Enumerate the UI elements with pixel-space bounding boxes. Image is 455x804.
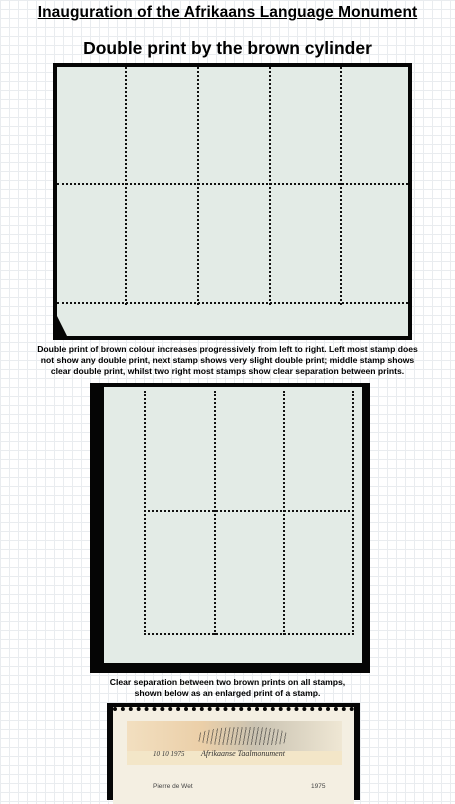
perforation-line bbox=[269, 67, 271, 305]
caption-line: shown below as an enlarged print of a stamp. bbox=[134, 688, 321, 698]
page-title: Inauguration of the Afrikaans Language Monument bbox=[37, 4, 418, 21]
perforation-line bbox=[214, 391, 216, 635]
stamp-sheet-1 bbox=[57, 67, 408, 336]
perforation-line bbox=[57, 183, 408, 185]
perforation-line bbox=[144, 391, 146, 635]
caption-line: Double print of brown colour increases progressively from left to right. Left most stamp does bbox=[37, 344, 418, 354]
stamp-image bbox=[127, 721, 342, 765]
caption-line: clear double print, whilst two right most stamps show clear separation between prints. bbox=[50, 366, 405, 376]
caption-block-1 bbox=[0, 344, 455, 377]
perforation-line bbox=[57, 302, 408, 304]
caption-line: not show any double print, next stamp shows very slight double print; middle stamp shows bbox=[40, 355, 415, 365]
perforation-line bbox=[144, 633, 354, 635]
perforation-line bbox=[144, 510, 354, 512]
caption-line: Clear separation between two brown prints on all stamps, bbox=[109, 677, 346, 687]
stamp-block-1 bbox=[53, 63, 412, 340]
selvedge-corner bbox=[53, 308, 67, 336]
stamp-paper bbox=[113, 707, 354, 804]
monument-engraving bbox=[197, 727, 287, 745]
perforation-line bbox=[340, 67, 342, 305]
stamp-date: 10 10 1975 bbox=[153, 750, 185, 758]
page-subtitle: Double print by the brown cylinder bbox=[83, 38, 372, 58]
caption-block-2 bbox=[0, 677, 455, 699]
stamp-year: 1975 bbox=[311, 783, 326, 790]
stamp-block-2 bbox=[90, 383, 370, 673]
stamp-inscription: Afrikaanse Taalmonument bbox=[201, 749, 285, 758]
perforation-line bbox=[125, 67, 127, 305]
perforation-line bbox=[352, 391, 354, 635]
stamp-sheet-2 bbox=[104, 387, 362, 663]
perforation-line bbox=[197, 67, 199, 305]
perforation-line bbox=[283, 391, 285, 635]
enlarged-stamp bbox=[107, 703, 360, 800]
stamp-artist: Pierre de Wet bbox=[153, 783, 193, 790]
